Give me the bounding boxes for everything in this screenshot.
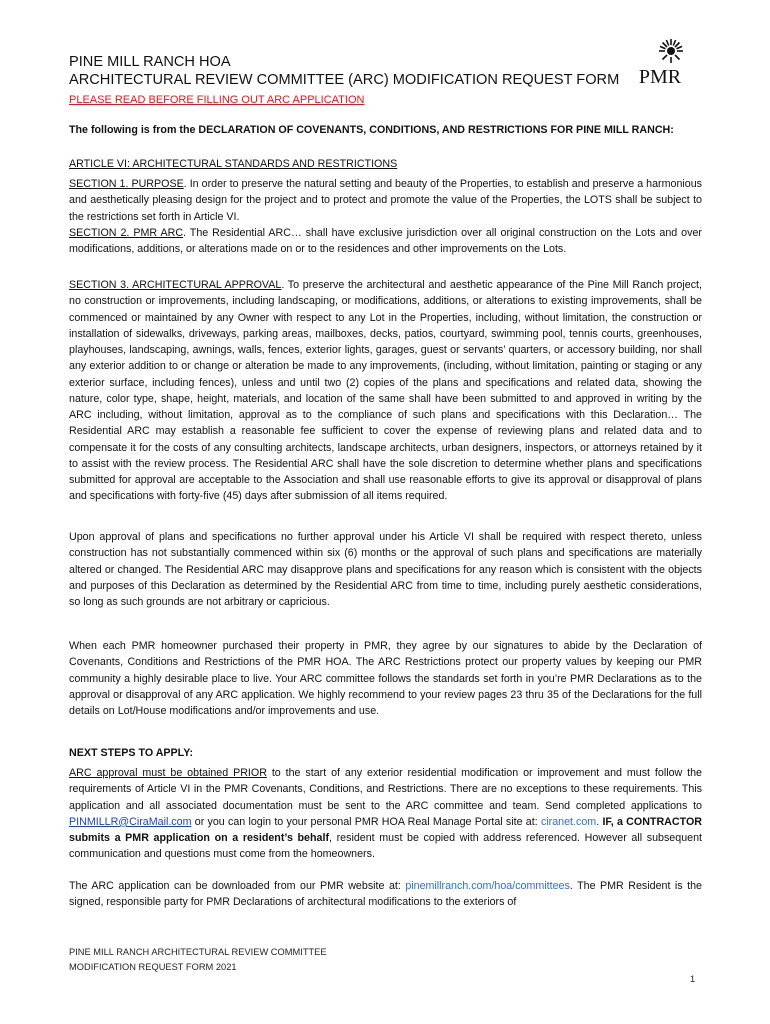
text: . The PMR Resident is the signed, responsible party for PMR Declarations of architectural modifications to the exteriors of [69, 880, 702, 909]
text: to the start of any exterior residential modification or improvement and must follow the requirements of Article VI in the PMR Covenants, Conditions, and Restrictions. There are no exceptions to these requirements. This application and all associated documentation must be sent to the ARC committee and team. Send completed applications to [69, 767, 702, 812]
pmr-logo [632, 36, 688, 86]
section-2 [69, 225, 702, 258]
footer-line2: MODIFICATION REQUEST FORM 2021 [69, 962, 237, 972]
section-title: SECTION 1. PURPOSE [69, 178, 184, 190]
text: The ARC application can be downloaded from our PMR website at: [69, 880, 406, 892]
intro-text: The following is from the DECLARATION OF COVENANTS, CONDITIONS, AND RESTRICTIONS FOR PINE MILL RANCH: [69, 124, 674, 136]
text: or you can login to your personal PMR HOA Real Manage Portal site at: [191, 815, 541, 828]
article-heading: ARTICLE VI: ARCHITECTURAL STANDARDS AND RESTRICTIONS [69, 158, 398, 170]
notice-link[interactable]: PLEASE READ BEFORE FILLING OUT ARC APPLICATION [69, 94, 365, 106]
section-text: . In order to preserve the natural setting and beauty of the Properties, to establish and preserve a harmonious and aesthetically pleasing design for the project and to protect and promote the value of the Properties, the LOTS shall be subject to the restrictions set forth in Article VI. [69, 178, 702, 223]
read-notice[interactable] [69, 92, 702, 108]
doc-title-line2: ARCHITECTURAL REVIEW COMMITTEE (ARC) MODIFICATION REQUEST FORM [69, 72, 620, 88]
page-number: 1 [690, 974, 696, 984]
download-paragraph [69, 878, 702, 911]
text: , resident must be copied with address referenced. However all subsequent communication and questions must come from the homeowners. [69, 832, 702, 861]
portal-link[interactable]: ciranet.com [540, 815, 597, 828]
next-steps-heading: NEXT STEPS TO APPLY: [69, 747, 194, 759]
contractor-note: IF, a CONTRACTOR submits a PMR application on a resident’s behalf [69, 815, 702, 844]
section-title: SECTION 3. ARCHITECTURAL APPROVAL [69, 279, 282, 291]
text: . [596, 815, 603, 828]
next-steps-paragraph [69, 765, 702, 863]
upon-approval-paragraph: Upon approval of plans and specifications no further approval under his Article VI shall be required with respect thereto, unless construction has not substantially commenced within six (6) months or the approval of such plans and specifications are materially altered or changed. The Residential ARC may disapprove plans and specifications for any reason which is consistent with the objects and purposes of this Declaration as determined by the Residential ARC from time to time, including purely aesthetic considerations, so long as such grounds are not arbitrary or capricious. [69, 531, 702, 608]
prior-text: ARC approval must be obtained PRIOR [69, 767, 267, 779]
website-link[interactable]: pinemillranch.com/hoa/committees [405, 880, 570, 892]
section-text: . The Residential ARC… shall have exclusive jurisdiction over all original construction on the Lots and over modifications, additions, or alterations made on or to the residences and other improvements on the Lots. [69, 227, 702, 256]
doc-title-line1: PINE MILL RANCH HOA [69, 54, 231, 70]
section-3 [69, 277, 702, 505]
section-1 [69, 176, 702, 225]
section-text: . To preserve the architectural and aesthetic appearance of the Pine Mill Ranch project, no construction or improvements, including landscaping, or modifications, additions, or alterations to existing improvements, shall be commenced or maintained by any Owner with respect to any Lot in the Properties, including, without limitation, the construction or installation of sidewalks, driveways, parking areas, mailboxes, decks, patios, courtyard, swimming pool, tennis courts, greenhouses, playhouses, landscaping, awnings, walls, fences, exterior lights, garages, guest or servants’ quarters, or accessory building, nor shall any exterior addition to or change or alteration be made to any improvements, (including, without limitation, painting or staging or any exterior surface, including fences), unless and until two (2) copies of the plans and specifications and related data, showing the nature, color type, shape, height, materials, and location of the same shall have been submitted to and approved in writing by the ARC including, without limitation, approval as to the compliance of such plans and specifications with this Declaration… The Residential ARC may establish a reasonable fee sufficient to cover the expense of reviewing plans and related data and to compensate it for the costs of any consulting architects, landscape architects, urban designers, inspectors, or attorneys retained by it to assist with the review process. The Residential ARC shall have the sole discretion to determine whether plans and specifications submitted for approval are acceptable to the Association and shall use reasonable efforts to give its approval or disapproval of plans and specifications with forty-five (45) days after submission of all items required. [69, 279, 702, 503]
footer-line1: PINE MILL RANCH ARCHITECTURAL REVIEW COMMITTEE [69, 947, 327, 957]
svg-text:PMR: PMR [638, 66, 682, 86]
homeowner-paragraph: When each PMR homeowner purchased their property in PMR, they agree by our signatures to abide by the Declaration of Covenants, Conditions and Restrictions of the PMR HOA. The ARC Restrictions protect our property values by keeping our PMR community a highly desirable place to live. Your ARC committee follows the standards set forth in you’re PMR Declarations as to the approval or disapproval of any ARC application. We highly recommend to your review pages 23 thru 35 of the Declarations for the full details on Lot/House modifications and/or improvements and use. [69, 640, 702, 717]
section-title: SECTION 2. PMR ARC [69, 227, 184, 239]
email-link[interactable]: PINMILLR@CiraMail.com [69, 815, 192, 828]
